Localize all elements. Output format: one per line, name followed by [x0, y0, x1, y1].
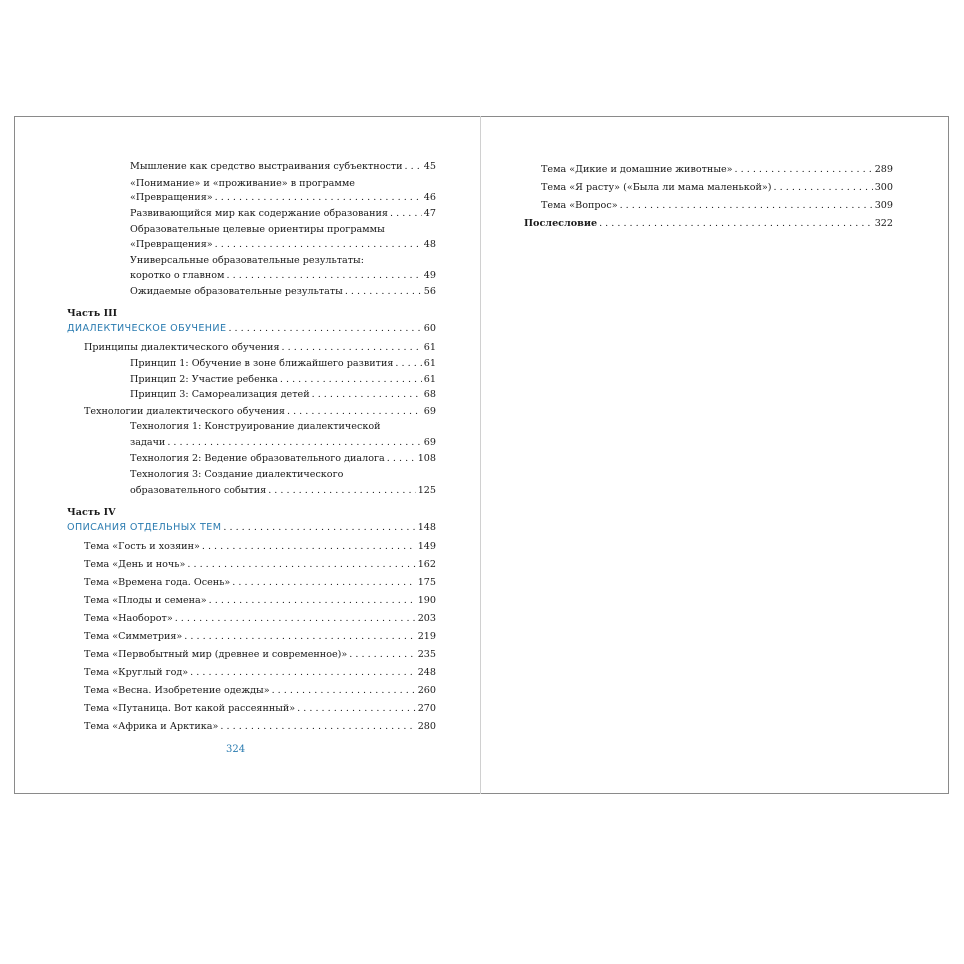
page-fold: [480, 116, 481, 794]
toc-entry: [84, 595, 436, 607]
toc-entry-page: 61: [423, 342, 436, 353]
leader-dots: [387, 453, 416, 465]
toc-entry: [84, 631, 436, 643]
toc-entry: [130, 389, 436, 401]
toc-entry-title: Тема «Гость и хозяин»: [84, 541, 200, 552]
part-label: Часть IV: [67, 507, 116, 518]
toc-entry-page: 309: [874, 200, 893, 211]
toc-entry-page: 175: [417, 577, 436, 588]
page-number: 324: [226, 744, 246, 755]
leader-dots: [202, 541, 416, 553]
toc-entry: [84, 541, 436, 553]
toc-entry-title: Принципы диалектического обучения: [84, 342, 280, 353]
leader-dots: [282, 342, 422, 354]
toc-entry: [541, 182, 893, 194]
toc-entry-title: Тема «Круглый год»: [84, 667, 189, 678]
toc-entry: [130, 453, 436, 465]
leader-dots: [184, 631, 415, 643]
toc-entry: [541, 200, 893, 212]
toc-entry-page: 203: [417, 613, 436, 624]
toc-entry: [84, 685, 436, 697]
part-title-entry: [67, 323, 436, 335]
toc-entry-page: 125: [417, 485, 436, 496]
toc-entry-title: Тема «Путаница. Вот какой рассеянный»: [84, 703, 296, 714]
toc-entry: [130, 358, 436, 370]
leader-dots: [190, 667, 416, 679]
toc-entry-title: Тема «Плоды и семена»: [84, 595, 207, 606]
toc-entry: [84, 667, 436, 679]
toc-entry-title: Тема «Симметрия»: [84, 631, 183, 642]
toc-entry: [130, 208, 436, 220]
toc-entry-page: 61: [423, 358, 436, 369]
leader-dots: [187, 559, 415, 571]
toc-entry-title: Тема «Наоборот»: [84, 613, 173, 624]
toc-entry-title: Принцип 3: Самореализация детей: [130, 389, 310, 400]
leader-dots: [223, 522, 415, 534]
toc-entry-title: Тема «Первобытный мир (древнее и современное)»: [84, 649, 348, 660]
toc-entry-title: коротко о главном: [130, 270, 225, 281]
leader-dots: [167, 437, 421, 449]
leader-dots: [395, 358, 421, 370]
toc-entry-page: 148: [417, 522, 436, 533]
toc-entry-page: 56: [423, 286, 436, 297]
leader-dots: [599, 218, 873, 230]
toc-entry-title: Ожидаемые образовательные результаты: [130, 286, 343, 297]
toc-entry: [130, 239, 436, 251]
toc-entry-title: Тема «Вопрос»: [541, 200, 618, 211]
part-label: Часть III: [67, 308, 118, 319]
toc-entry: [84, 721, 436, 733]
toc-entry-page: 149: [417, 541, 436, 552]
toc-entry: [84, 406, 436, 418]
leader-dots: [209, 595, 416, 607]
toc-entry: [84, 703, 436, 715]
toc-entry: [130, 437, 436, 449]
leader-dots: [297, 703, 416, 715]
leader-dots: [232, 577, 415, 589]
toc-entry: [130, 286, 436, 298]
toc-entry-title: Развивающийся мир как содержание образования: [130, 208, 388, 219]
leader-dots: [215, 239, 422, 251]
toc-entry-page: 289: [874, 164, 893, 175]
toc-entry: [130, 161, 436, 173]
leader-dots: [280, 374, 422, 386]
part-title-entry: [67, 522, 436, 534]
toc-entry-title: Принцип 1: Обучение в зоне ближайшего развития: [130, 358, 394, 369]
toc-entry-title: Технология 2: Ведение образовательного диалога: [130, 453, 385, 464]
toc-entry-title: образовательного события: [130, 485, 267, 496]
leader-dots: [405, 161, 422, 173]
toc-entry-page: 60: [423, 323, 436, 334]
toc-entry: [541, 164, 893, 176]
toc-entry-page: 260: [417, 685, 436, 696]
toc-entry-page: 270: [417, 703, 436, 714]
toc-entry-page: 162: [417, 559, 436, 570]
toc-entry-title: Тема «День и ночь»: [84, 559, 186, 570]
part-title: ДИАЛЕКТИЧЕСКОЕ ОБУЧЕНИЕ: [67, 323, 227, 334]
toc-entry-title: задачи: [130, 437, 166, 448]
toc-entry-page: 108: [417, 453, 436, 464]
leader-dots: [312, 389, 422, 401]
leader-dots: [345, 286, 422, 298]
leader-dots: [774, 182, 873, 194]
toc-entry-page: 45: [423, 161, 436, 172]
toc-entry-page: 235: [417, 649, 436, 660]
toc-entry-page: 46: [423, 192, 436, 203]
toc-entry-title: Технология 1: Конструирование диалектической: [130, 421, 381, 432]
toc-entry: [130, 485, 436, 497]
toc-entry-page: 69: [423, 437, 436, 448]
toc-entry-page: 280: [417, 721, 436, 732]
toc-entry-title: Тема «Африка и Арктика»: [84, 721, 219, 732]
toc-entry: [524, 218, 893, 230]
toc-entry-title: Универсальные образовательные результаты:: [130, 255, 364, 266]
toc-entry-page: 49: [423, 270, 436, 281]
toc-entry-title: Технологии диалектического обучения: [84, 406, 285, 417]
leader-dots: [228, 323, 421, 335]
part-title: ОПИСАНИЯ ОТДЕЛЬНЫХ ТЕМ: [67, 522, 222, 533]
toc-entry-page: 48: [423, 239, 436, 250]
toc-entry-page: 300: [874, 182, 893, 193]
toc-entry-title: «Превращения»: [130, 239, 213, 250]
leader-dots: [220, 721, 415, 733]
toc-entry-title: Тема «Я расту» («Была ли мама маленькой»): [541, 182, 772, 193]
toc-entry: [84, 342, 436, 354]
toc-entry-page: 68: [423, 389, 436, 400]
toc-entry: [84, 613, 436, 625]
leader-dots: [272, 685, 416, 697]
toc-entry-title: Тема «Дикие и домашние животные»: [541, 164, 733, 175]
toc-entry-title: Тема «Времена года. Осень»: [84, 577, 231, 588]
toc-entry-title: Тема «Весна. Изобретение одежды»: [84, 685, 270, 696]
toc-entry-page: 248: [417, 667, 436, 678]
toc-entry-title: «Превращения»: [130, 192, 213, 203]
toc-entry: [130, 192, 436, 204]
toc-entry: [84, 577, 436, 589]
leader-dots: [268, 485, 416, 497]
toc-entry-page: 322: [874, 218, 893, 229]
toc-entry-page: 190: [417, 595, 436, 606]
toc-entry-title: Мышление как средство выстраивания субъектности: [130, 161, 403, 172]
leader-dots: [735, 164, 873, 176]
leader-dots: [287, 406, 422, 418]
leader-dots: [620, 200, 873, 212]
toc-entry-title: «Понимание» и «проживание» в программе: [130, 178, 355, 189]
toc-entry: [130, 374, 436, 386]
leader-dots: [175, 613, 416, 625]
toc-entry: [84, 649, 436, 661]
toc-entry-title: Послесловие: [524, 218, 598, 229]
toc-entry-title: Образовательные целевые ориентиры программы: [130, 224, 385, 235]
leader-dots: [349, 649, 415, 661]
toc-entry-page: 69: [423, 406, 436, 417]
leader-dots: [215, 192, 422, 204]
toc-entry-page: 47: [423, 208, 436, 219]
toc-entry-title: Принцип 2: Участие ребенка: [130, 374, 278, 385]
leader-dots: [390, 208, 422, 220]
toc-entry-page: 61: [423, 374, 436, 385]
toc-entry: [130, 270, 436, 282]
leader-dots: [227, 270, 422, 282]
toc-entry-page: 219: [417, 631, 436, 642]
toc-entry: [84, 559, 436, 571]
toc-entry-title: Технология 3: Создание диалектического: [130, 469, 344, 480]
